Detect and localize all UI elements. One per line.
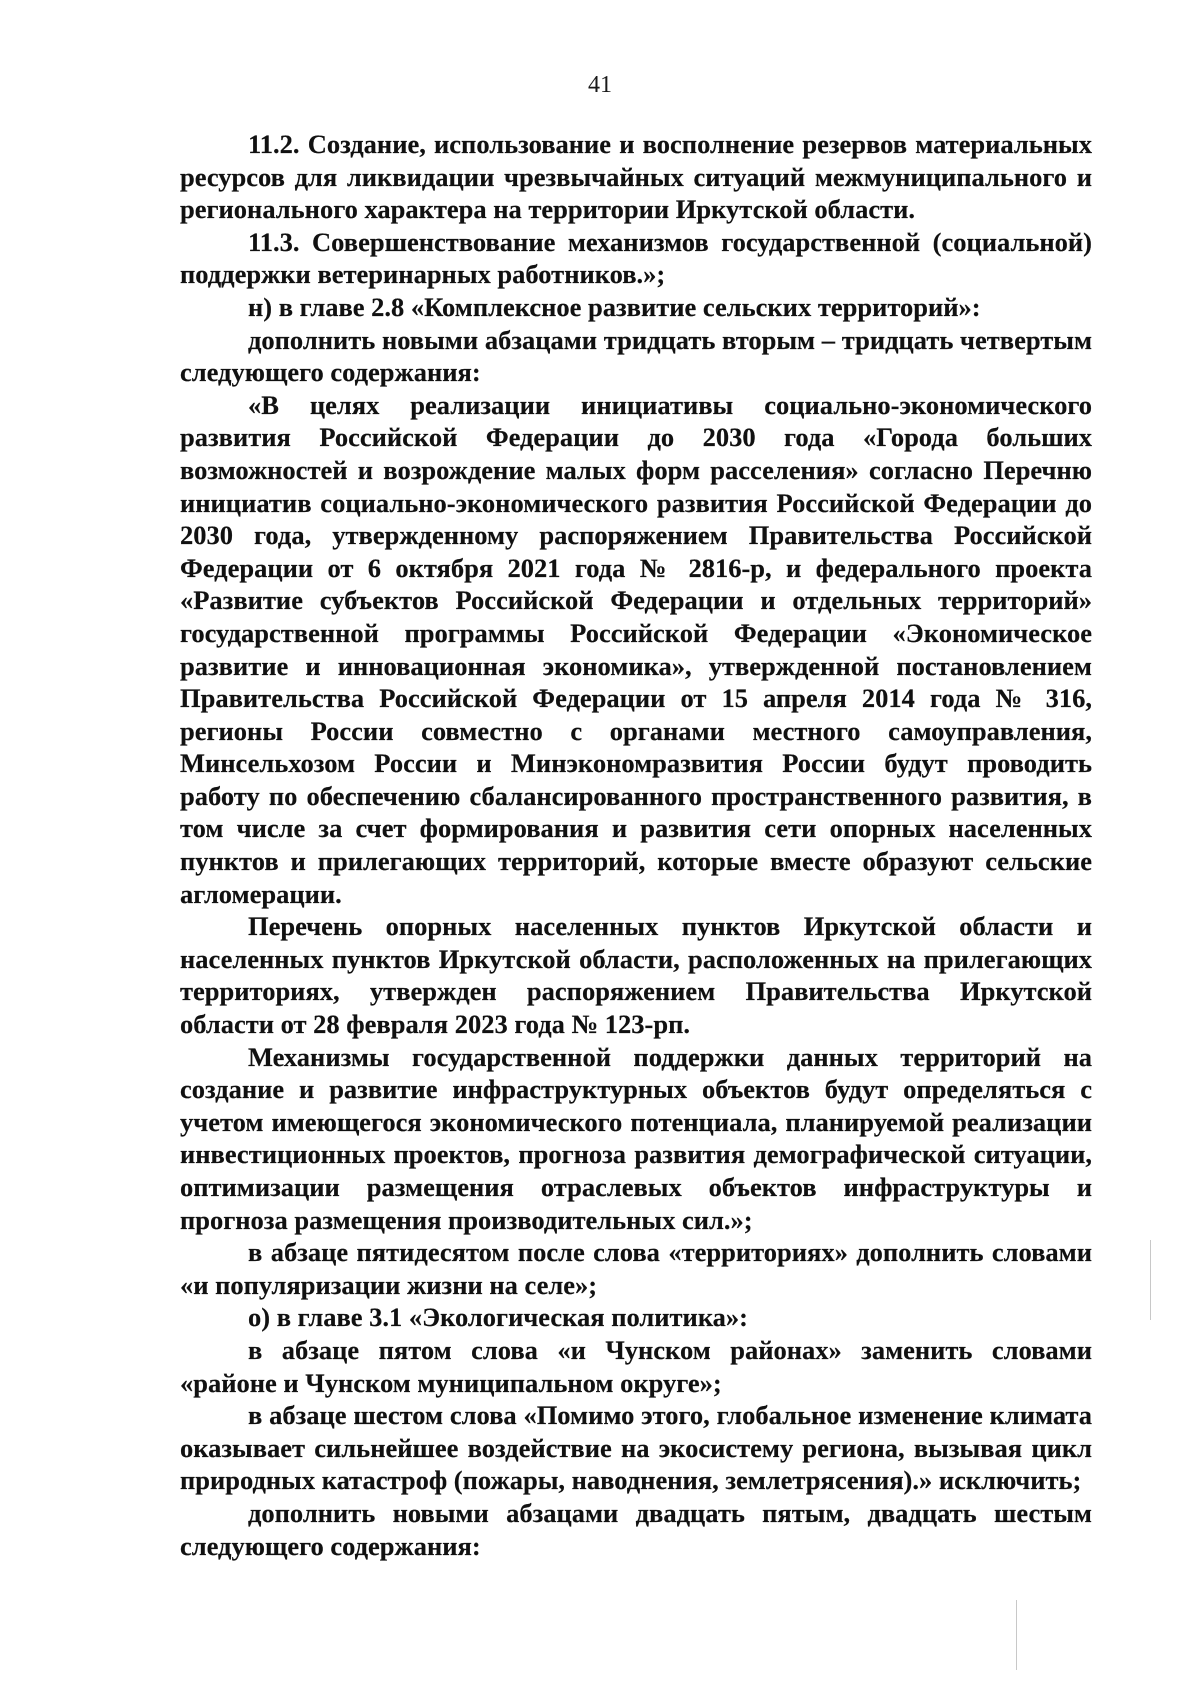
scan-artifact-line <box>1150 1240 1151 1320</box>
paragraph: дополнить новыми абзацами двадцать пятым, двадцать шестым следующего содержания: <box>180 1497 1092 1561</box>
paragraph: в абзаце пятидесятом после слова «территориях» дополнить словами «и популяризации жизни на селе»; <box>180 1237 1092 1300</box>
paragraph: Механизмы государственной поддержки данных территорий на создание и развитие инфраструктурных объектов будут определяться с учетом имеющегося экономического потенциала, планируемой реализации инвестиционных проектов, прогноза развития демографической ситуации, оптимизации размещения отраслевых объектов инфраструктуры и прогноза размещения производительных сил.»; <box>180 1041 1092 1235</box>
paragraph: в абзаце пятом слова «и Чунском районах» заменить словами «районе и Чунском муниципальном округе»; <box>180 1334 1092 1398</box>
paragraph: о) в главе 3.1 «Экологическая политика»: <box>248 1302 749 1333</box>
paragraph: Перечень опорных населенных пунктов Иркутской области и населенных пунктов Иркутской области, расположенных на прилегающих территориях, утвержден распоряжением Правительства Иркутской области от 28 февраля 2023 года № 123-рп. <box>180 911 1092 1040</box>
paragraph: 11.2. Создание, использование и восполнение резервов материальных ресурсов для ликвидации чрезвычайных ситуаций межмуниципального и регионального характера на территории Иркутской области. <box>180 129 1092 225</box>
paragraph: 11.3. Совершенствование механизмов государственной (социальной) поддержки ветеринарных работников.»; <box>180 226 1092 290</box>
paragraph: дополнить новыми абзацами тридцать вторым – тридцать четвертым следующего содержания: <box>180 324 1092 388</box>
paragraph: н) в главе 2.8 «Комплексное развитие сельских территорий»: <box>248 291 981 322</box>
paragraph: в абзаце шестом слова «Помимо этого, глобальное изменение климата оказывает сильнейшее воздействие на экосистему региона, вызывая цикл природных катастроф (пожары, наводнения, землетрясения).» исключить; <box>180 1400 1092 1496</box>
scan-artifact-line <box>1016 1600 1017 1670</box>
page-number: 41 <box>588 72 612 98</box>
paragraph: «В целях реализации инициативы социально-экономического развития Российской Федерации до 2030 года «Города больших возможностей и возрождение малых форм расселения» согласно Перечню инициатив социально-экономического развития Российской Федерации до 2030 года, утвержденному распоряжением Правительства Российской Федерации от 6 октября 2021 года № 2816-р, и федерального проекта «Развитие субъектов Российской Федерации и отдельных территорий» государственной программы Российской Федерации «Экономическое развитие и инновационная экономика», утвержденной постановлением Правительства Российской Федерации от 15 апреля 2014 года № 316, регионы России совместно с органами местного самоуправления, Минсельхозом России и Минэкономразвития России будут проводить работу по обеспечению сбалансированного пространственного развития, в том числе за счет формирования и развития сети опорных населенных пунктов и прилегающих территорий, которые вместе образуют сельские агломерации. <box>180 389 1092 909</box>
document-body <box>180 128 1092 1562</box>
